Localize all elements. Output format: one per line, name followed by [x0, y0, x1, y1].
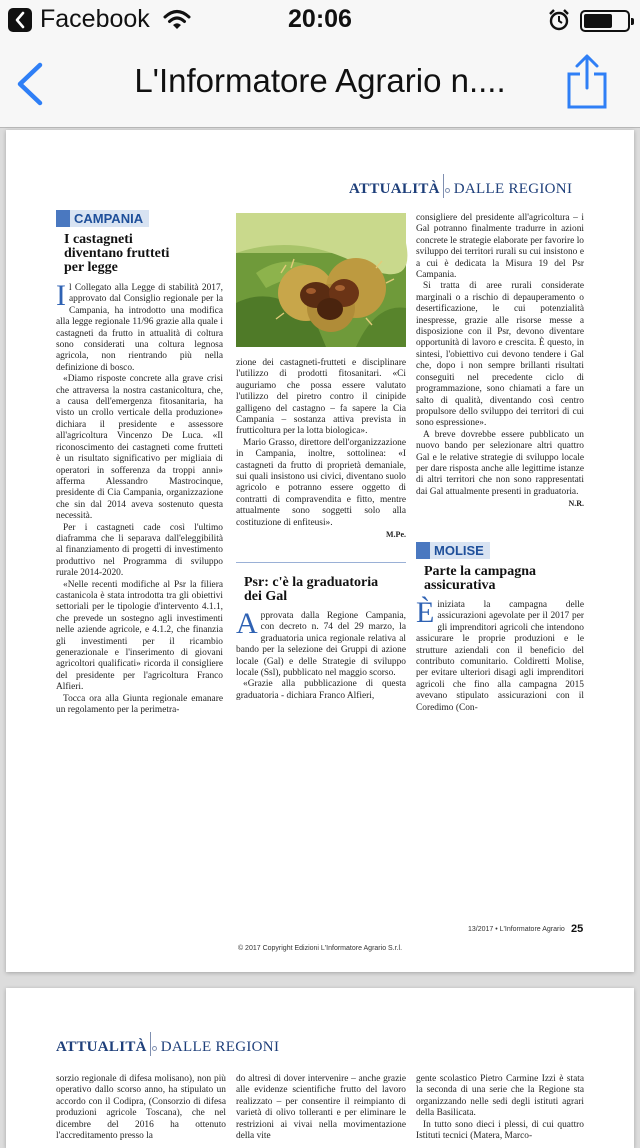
article-column-3 [416, 213, 584, 510]
page-number: 25 [571, 923, 584, 935]
article-headline-campania [64, 233, 229, 275]
article-headline-psr [244, 576, 409, 604]
copyright-notice: © 2017 Copyright Edizioni L'Informatore Agrario S.r.l. [237, 945, 403, 952]
paragraph: zione dei castagneti-frutteti e disciplinare l'utilizzo di prodotti fitosanitari. «Ci auguriamo che possa essere valutato l'utilizzo del piretro contro il cinipide galligeno del castagno – fa sapere la Cia Campania – sostanza attiva prevista in frutticoltura per la lotta biologica». [236, 358, 406, 437]
section-header [349, 174, 572, 198]
section-sublabel: DALLE REGIONI [160, 1039, 280, 1055]
paragraph: «Nelle recenti modifiche al Psr la filiera castanicola è stata introdotta tra gli obiettivi settoriali per le tipologie d'intervento 4.1.1, che prevede un sostegno agli investimenti nelle aziende agricole, e 4.1.2, che finanzia gli investimenti per il ricambio generazionale e l'inserimento di giovani agricoltori qualificati» ricorda il consigliere del presidente per l'agricoltura Franco Alfieri. [56, 579, 223, 693]
divider [236, 562, 406, 563]
section-label: ATTUALITÀ [349, 181, 440, 197]
headline-line: Psr: c'è la graduatoria [244, 575, 379, 590]
share-icon[interactable] [566, 54, 608, 110]
headline-line: Parte la campagna [424, 564, 536, 579]
dropcap: È [416, 596, 435, 629]
paragraph: Tocca ora alla Giunta regionale emanare un regolamento per la perimetra- [56, 693, 223, 716]
paragraph: pprovata dalla Regione Campania, con decreto n. 74 del 29 marzo, la graduatoria unica regionale relativa al bando per la selezione dei Gruppi di azione locale (Gal) e delle Strategie di sviluppo locale (Ssl), pubblicato nel maggio scorso. [236, 611, 406, 679]
paragraph: A breve dovrebbe essere pubblicato un nuovo bando per selezionare altri quattro Gal e le relative strategie di sviluppo locale per dare risposta anche alle legittime istanze di altri territori che non sono rappresentati dai Gal attualmente presenti in graduatoria. [416, 429, 584, 497]
headline-line: per legge [64, 260, 118, 275]
paragraph: Mario Grasso, direttore dell'organizzazione in Campania, inoltre, sottolinea: «I castagneti da frutto di proprietà demaniale, sui quali insistono usi civici, diventano suolo agricolo e potranno essere oggetto di contratti di compravendita e fitto, mentre attualmente sono soggetti solo alla costituzione di enfiteusi». [236, 437, 406, 528]
headline-line: diventano frutteti [64, 246, 170, 261]
region-tag-campania: CAMPANIA [56, 210, 149, 227]
author-signature: N.R. [568, 499, 584, 509]
dropcap: A [236, 607, 258, 640]
document-title: L'Informatore Agrario n.... [134, 62, 506, 99]
paragraph: consigliere del presidente all'agricoltura – i Gal potranno finalmente tradurre in azioni concrete le strategie elaborate per favorire lo sviluppo dei territori rurali su cui insistono e a cui è dedicata la Misura 19 del Psr Campania. [416, 213, 584, 281]
issue-label: 13/2017 • L'Informatore Agrario [468, 926, 565, 933]
article-column-2 [236, 358, 406, 541]
paragraph: Per i castagneti cade così l'ultimo diaframma che li separava dall'eleggibilità al finanziamento di progetti di investimento produttivo nel Programma di sviluppo rurale 2014-2020. [56, 522, 223, 579]
region-tag-molise: MOLISE [416, 542, 490, 559]
article-psr-body [236, 607, 406, 702]
section-label: ATTUALITÀ [56, 1039, 147, 1055]
status-bar [0, 0, 640, 40]
document-page-25[interactable] [6, 130, 634, 972]
paragraph: In tutto sono dieci i plessi, di cui quattro Istituti tecnici (Matera, Marco- [416, 1119, 584, 1142]
clock: 20:06 [288, 5, 352, 33]
navigation-bar [0, 40, 640, 128]
alarm-icon [547, 8, 571, 37]
paragraph: «Grazie alla pubblicazione di questa graduatoria - dichiara Franco Alfieri, [236, 679, 406, 701]
article-column-2 [236, 1074, 406, 1142]
back-to-app-label[interactable]: Facebook [40, 5, 150, 33]
article-column-1 [56, 279, 223, 716]
paragraph: iniziata la campagna delle assicurazioni agevolate per il 2017 per gli imprenditori agricoli che intendono assicurare le proprie produzioni e le strutture aziendali con il beneficio del contributo comunitario. Coldiretti Molise, per evitare ulteriori disagi agli imprenditori agricoli che fino alla campagna 2015 avevano stipulato assicurazioni con il Coredimo (Con- [416, 600, 584, 713]
dropcap: I [56, 279, 66, 312]
author-signature: M.Pe. [386, 530, 406, 540]
section-header [56, 1032, 279, 1056]
document-page-26[interactable] [6, 988, 634, 1148]
chevron-left-icon[interactable] [14, 62, 46, 106]
paragraph: l Collegato alla Legge di stabilità 2017, approvato dal Consiglio regionale per la Campania, ha introdotto una modifica alla legge regionale 11/96 grazie alla quale i castagneti da frutto in attualità di coltura sono considerati una coltura legnosa agricola, non rientrando più nella definizione di bosco. [56, 283, 223, 373]
section-sublabel: DALLE REGIONI [453, 181, 573, 197]
article-column-3 [416, 1074, 584, 1142]
headline-line: dei Gal [244, 589, 288, 604]
headline-line: I castagneti [64, 232, 133, 247]
battery-icon [580, 10, 630, 32]
article-headline-molise [424, 565, 584, 593]
paragraph: gente scolastico Pietro Carmine Izzi è stata la seconda di una serie che la Regione sta organizzando nelle sedi degli istituti agrari della Basilicata. [416, 1074, 584, 1119]
paragraph: do altresì di dover intervenire – anche grazie alle evidenze scientifiche frutto del lavoro realizzato – per consentire il reimpianto di varietà di olivo tolleranti e per eliminare le restrizioni ai vivai nella movimentazione della vite [236, 1074, 406, 1142]
chestnut-photo [236, 213, 406, 347]
paragraph: sorzio regionale di difesa molisano), non più operativo dallo scorso anno, ha stipulato un accordo con il Codipra, (Consorzio di difesa produzioni agricole Toscana), che nel dicembre del 2016 ha ottenuto l'accreditamento presso la [56, 1074, 226, 1142]
article-column-1 [56, 1074, 226, 1142]
paragraph: Si tratta di aree rurali considerate marginali o a rischio di depauperamento o desertificazione, le cui potenzialità inespresse, grazie alle risorse messe a disposizione con il Psr, devono diventare opportunità di lavoro e crescita. È questo, in sintesi, l'obiettivo cui devono tendere i Gal che, dopo i non sempre brillanti risultati conseguiti nel precedente ciclo di programmazione, sono chiamati a fare un salto di qualità, diventando così centro propulsore dello sviluppo dei territori di cui sono espressione». [416, 281, 584, 429]
paragraph: «Diamo risposte concrete alla grave crisi che attraversa la nostra castanicoltura, che, a causa dell'emergenza fitosanitaria, ha visto un crollo verticale della produzione» dichiara il presidente e assessore all'agricoltura Vincenzo De Luca. «Il riconoscimento dei castagneti come frutteti è un risultato significativo per migliaia di operatori in sofferenza da troppi anni» afferma Alessandro Mastrocinque, presidente di Cia Campania, organizzazione che sin dal 2014 aveva sostenuto questa necessità. [56, 374, 223, 522]
article-molise-body [416, 596, 584, 714]
headline-line: assicurativa [424, 578, 496, 593]
